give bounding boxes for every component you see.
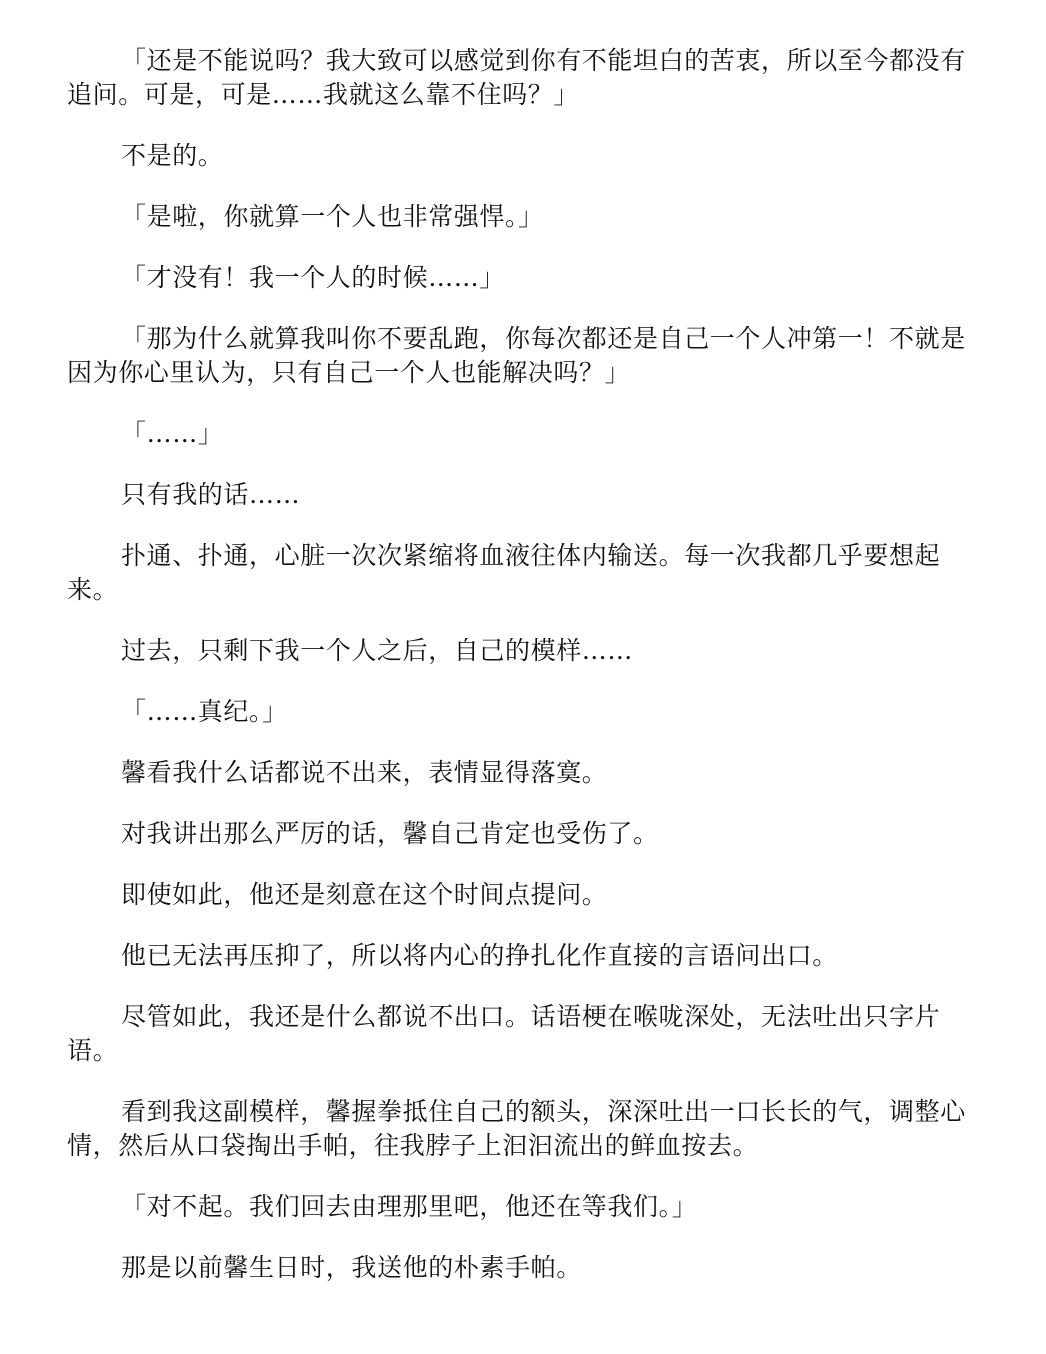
paragraph: 「是啦，你就算一个人也非常强悍。」 (121, 202, 544, 231)
paragraph: 过去，只剩下我一个人之后，自己的模样…… (121, 636, 634, 665)
paragraph: 「……真纪。」 (121, 697, 288, 726)
paragraph: 他已无法再压抑了，所以将内心的挣扎化作直接的言语问出口。 (121, 941, 838, 970)
paragraph: 「才没有！我一个人的时候……」 (121, 263, 506, 292)
paragraph: 「还是不能说吗？我大致可以感觉到你有不能坦白的苦衷，所以至今都没有追问。可是，可是……我就这么靠不住吗？」 (67, 46, 966, 109)
paragraph: 「那为什么就算我叫你不要乱跑，你每次都还是自己一个人冲第一！不就是因为你心里认为，只有自己一个人也能解决吗？」 (67, 324, 966, 387)
document-page (67, 44, 979, 1312)
paragraph: 那是以前馨生日时，我送他的朴素手帕。 (121, 1253, 582, 1282)
paragraph: 即使如此，他还是刻意在这个时间点提问。 (121, 880, 608, 909)
paragraph: 对我讲出那么严厉的话，馨自己肯定也受伤了。 (121, 819, 659, 848)
paragraph: 尽管如此，我还是什么都说不出口。话语梗在喉咙深处，无法吐出只字片语。 (67, 1002, 941, 1065)
paragraph: 看到我这副模样，馨握拳抵住自己的额头，深深吐出一口长长的气，调整心情，然后从口袋掏出手帕，往我脖子上汩汩流出的鲜血按去。 (67, 1097, 966, 1160)
paragraph: 「对不起。我们回去由理那里吧，他还在等我们。」 (121, 1192, 698, 1221)
paragraph: 不是的。 (121, 141, 224, 170)
paragraph: 「……」 (121, 419, 224, 448)
paragraph: 扑通、扑通，心脏一次次紧缩将血液往体内输送。每一次我都几乎要想起来。 (67, 541, 941, 604)
paragraph: 只有我的话…… (121, 480, 301, 509)
paragraph: 馨看我什么话都说不出来，表情显得落寞。 (121, 758, 608, 787)
